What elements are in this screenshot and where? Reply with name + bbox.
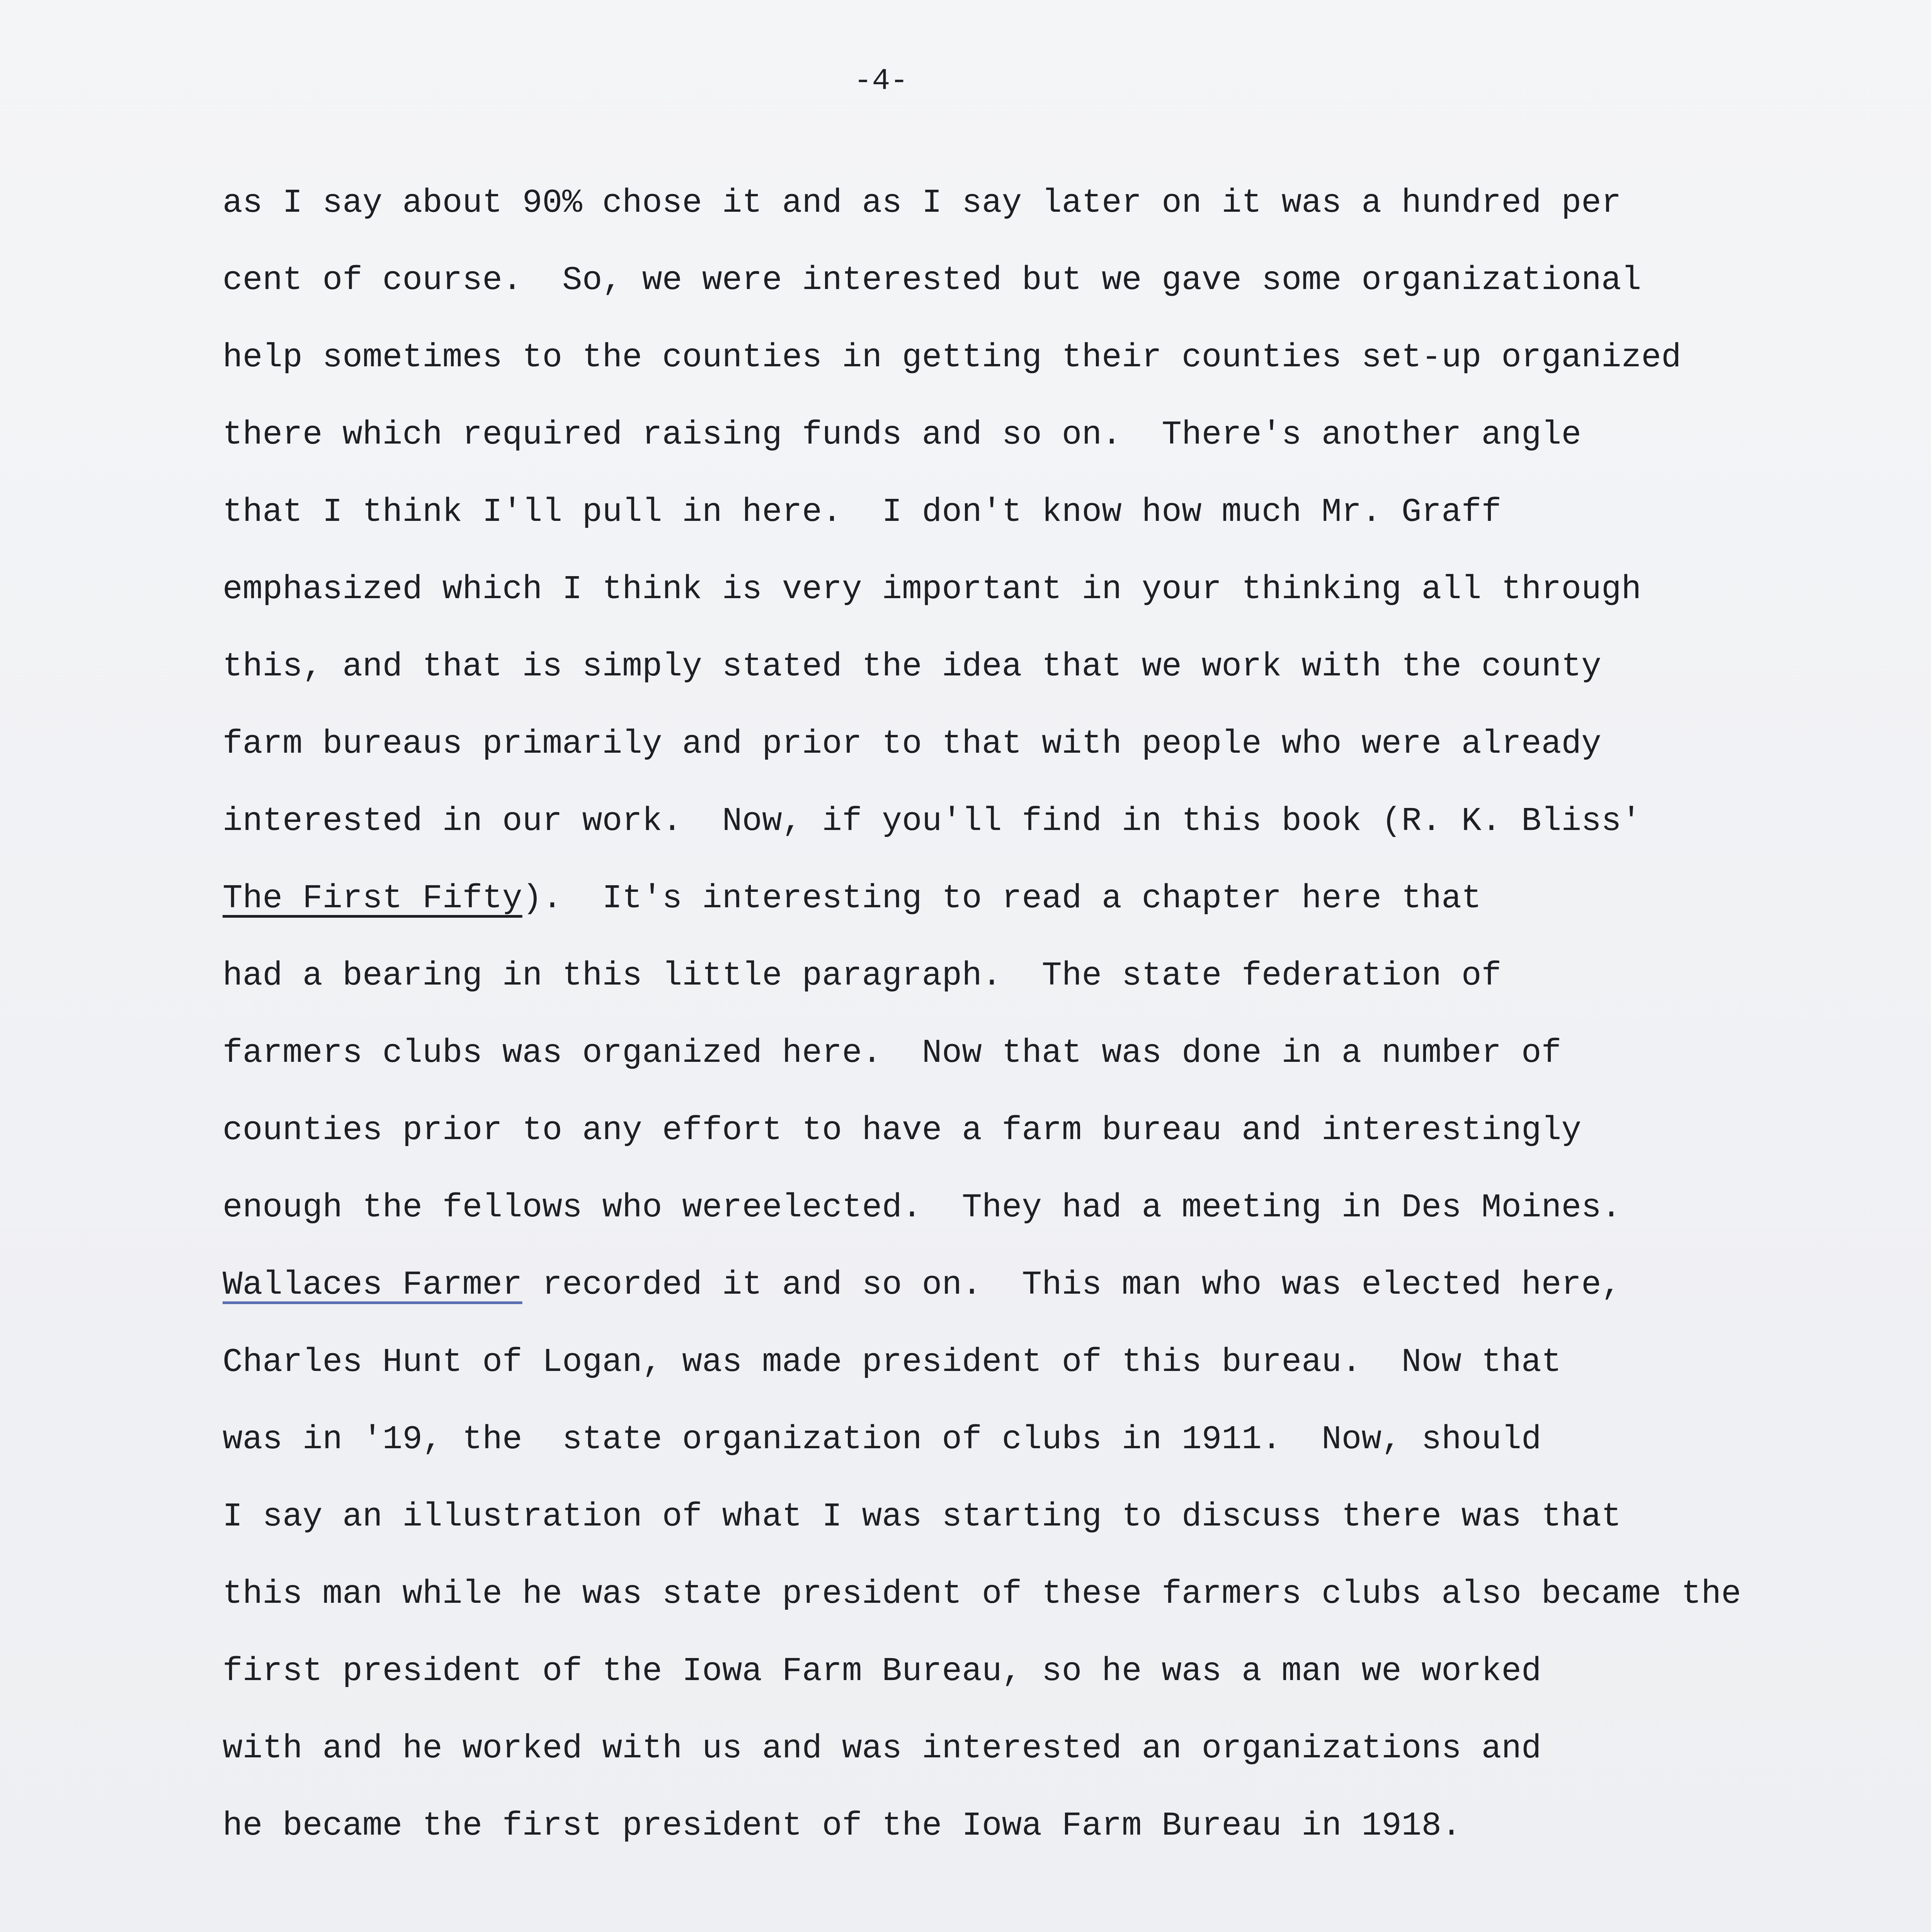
text-line: farm bureaus primarily and prior to that with people who were already — [223, 725, 1601, 763]
page-number: -4- — [854, 64, 909, 98]
text-line: I say an illustration of what I was starting to discuss there was that — [223, 1498, 1621, 1536]
text-line: with and he worked with us and was interested an organizations and — [223, 1730, 1541, 1767]
text-line: this, and that is simply stated the idea that we work with the county — [223, 648, 1601, 685]
text-line: was in '19, the state organization of clubs in 1911. Now, should — [223, 1420, 1541, 1458]
text-line: he became the first president of the Iowa Farm Bureau in 1918. — [223, 1807, 1461, 1845]
text-line: this man while he was state president of these farmers clubs also became the — [223, 1575, 1741, 1613]
text-line — [223, 877, 1846, 920]
text-line: there which required raising funds and so on. There's another angle — [223, 416, 1582, 454]
publication-title-underlined: Wallaces Farmer — [223, 1266, 522, 1304]
book-title-underlined: The First Fifty — [223, 879, 522, 917]
text-segment: ). It's interesting to read a chapter here that — [522, 879, 1482, 917]
text-line: emphasized which I think is very important in your thinking all through — [223, 570, 1642, 608]
text-line: that I think I'll pull in here. I don't know how much Mr. Graff — [223, 493, 1502, 531]
text-line: interested in our work. Now, if you'll find in this book (R. K. Bliss' — [223, 802, 1642, 840]
text-line: farmers clubs was organized here. Now that was done in a number of — [223, 1034, 1562, 1072]
text-line: enough the fellows who wereelected. They had a meeting in Des Moines. — [223, 1189, 1621, 1226]
text-line: as I say about 90% chose it and as I say later on it was a hundred per — [223, 184, 1621, 222]
text-line: cent of course. So, we were interested but we gave some organizational — [223, 261, 1642, 299]
text-line: help sometimes to the counties in getting their counties set-up organized — [223, 338, 1681, 376]
text-segment: recorded it and so on. This man who was elected here, — [522, 1266, 1621, 1304]
text-line: counties prior to any effort to have a farm bureau and interestingly — [223, 1111, 1582, 1149]
text-line: Charles Hunt of Logan, was made president of this bureau. Now that — [223, 1343, 1562, 1381]
text-line — [223, 1264, 1846, 1306]
text-line: first president of the Iowa Farm Bureau, so he was a man we worked — [223, 1652, 1541, 1690]
text-line: had a bearing in this little paragraph. The state federation of — [223, 957, 1502, 995]
